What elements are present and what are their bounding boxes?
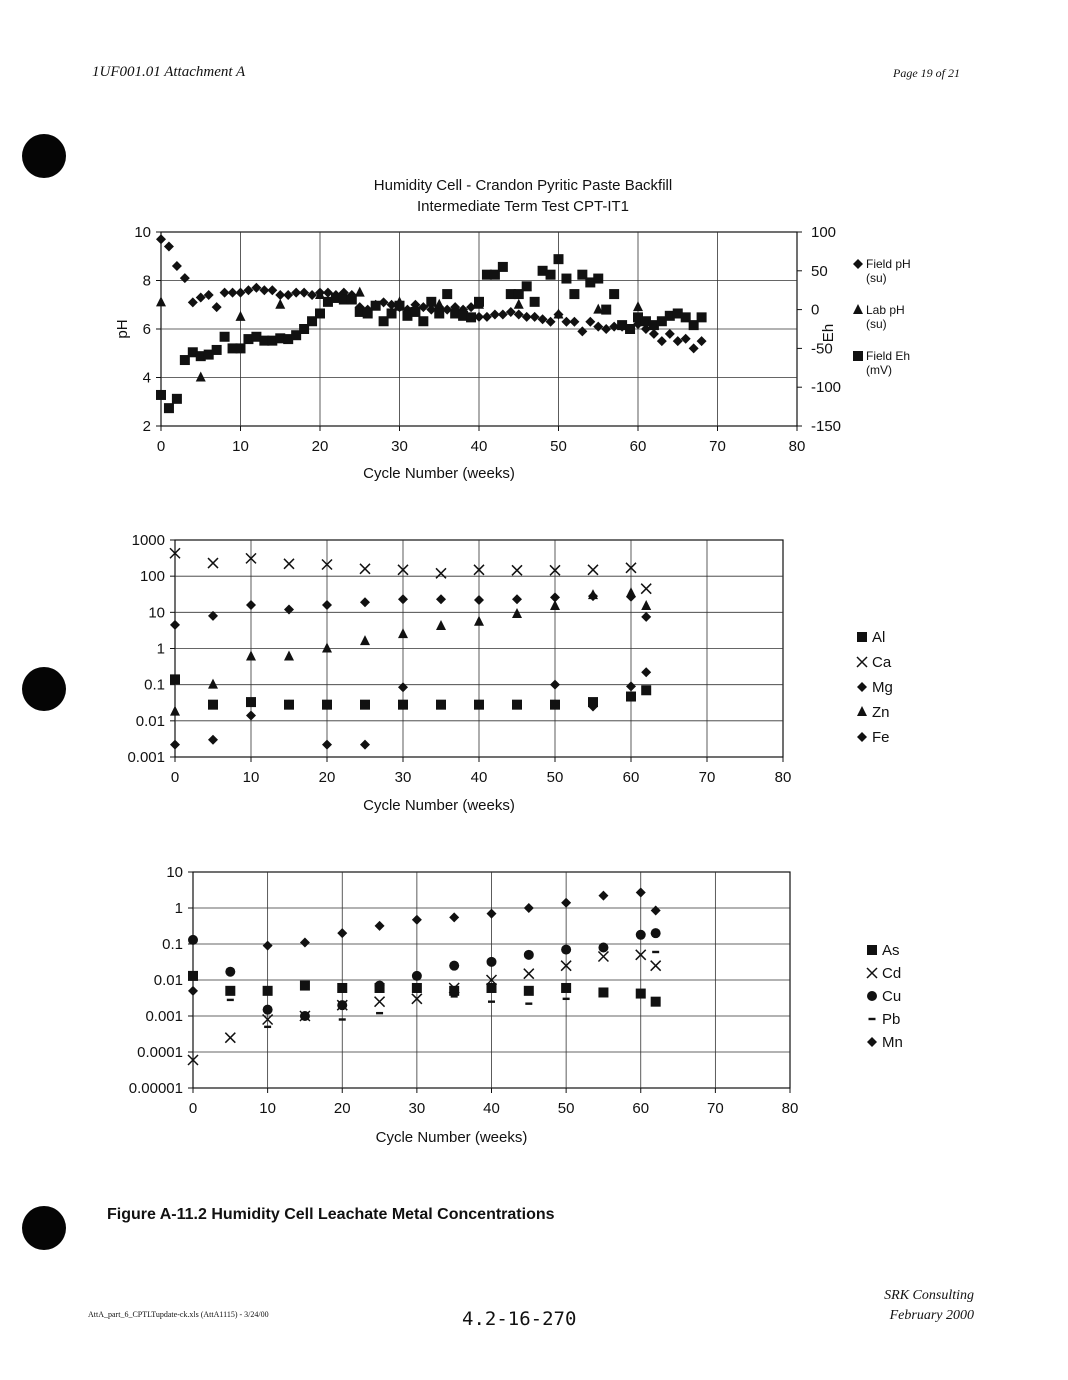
data-point-field-ph-su xyxy=(681,334,691,344)
data-point-field-eh-mv xyxy=(593,274,603,284)
y2-tick-label: -50 xyxy=(811,340,833,358)
data-point-cu xyxy=(598,942,608,952)
data-point-pb xyxy=(488,1000,495,1002)
data-point-field-ph-su xyxy=(673,336,683,346)
x-tick-label: 80 xyxy=(781,1100,799,1117)
legend-marker-field-eh-mv xyxy=(853,351,863,361)
data-point-as xyxy=(561,983,571,993)
y-tick-label: 0.001 xyxy=(127,749,165,766)
data-point-field-eh-mv xyxy=(530,297,540,307)
header-left: 1UF001.01 Attachment A xyxy=(92,64,246,80)
data-point-field-eh-mv xyxy=(474,297,484,307)
data-point-al xyxy=(246,697,256,707)
data-point-mn xyxy=(524,903,534,913)
legend-marker-mn xyxy=(867,1037,877,1047)
data-point-field-ph-su xyxy=(498,309,508,319)
data-point-field-eh-mv xyxy=(561,274,571,284)
data-point-pb xyxy=(227,999,234,1001)
data-point-field-ph-su xyxy=(569,317,579,327)
data-point-mn xyxy=(337,928,347,938)
y-tick-label: 8 xyxy=(142,272,151,290)
data-point-al xyxy=(322,700,332,710)
data-point-mg xyxy=(474,595,484,605)
y-tick-label: 1 xyxy=(156,640,165,658)
data-point-field-ph-su xyxy=(538,314,548,324)
data-point-mn xyxy=(651,906,661,916)
data-point-ca xyxy=(360,564,370,574)
data-point-field-eh-mv xyxy=(522,281,532,291)
data-point-field-eh-mv xyxy=(426,297,436,307)
data-point-mn xyxy=(188,986,198,996)
data-point-al xyxy=(550,700,560,710)
data-point-mg xyxy=(398,594,408,604)
data-point-ca xyxy=(436,568,446,578)
data-point-field-eh-mv xyxy=(418,316,428,326)
y2-tick-label: 100 xyxy=(811,224,837,241)
header-right: Page 19 of 21 xyxy=(893,66,960,80)
data-point-field-eh-mv xyxy=(609,289,619,299)
series-mn xyxy=(188,887,661,995)
data-point-cu xyxy=(188,935,198,945)
y-tick-label: 100 xyxy=(139,568,165,586)
data-point-zn xyxy=(208,679,218,689)
data-point-field-ph-su xyxy=(156,234,166,244)
data-point-field-eh-mv xyxy=(546,270,556,280)
legend-label: As xyxy=(882,942,900,959)
x-axis-label: Cycle Number (weeks) xyxy=(363,797,515,814)
data-point-pb xyxy=(264,1026,271,1028)
data-point-field-ph-su xyxy=(657,336,667,346)
data-point-field-ph-su xyxy=(601,324,611,334)
data-point-as xyxy=(337,983,347,993)
x-tick-label: 60 xyxy=(632,1100,650,1117)
data-point-al xyxy=(641,685,651,695)
data-point-field-eh-mv xyxy=(347,295,357,305)
data-point-field-ph-su xyxy=(212,302,222,312)
y-tick-label: 0.1 xyxy=(144,676,165,694)
data-point-zn xyxy=(398,628,408,638)
data-point-cu xyxy=(300,1011,310,1021)
data-point-lab-ph-su xyxy=(633,301,643,311)
data-point-zn xyxy=(474,616,484,626)
data-point-mn xyxy=(263,941,273,951)
x-tick-label: 50 xyxy=(557,1100,575,1117)
x-tick-label: 0 xyxy=(156,438,166,455)
data-point-field-ph-su xyxy=(585,317,595,327)
series-zn xyxy=(170,587,651,715)
data-point-field-eh-mv xyxy=(315,308,325,318)
data-point-field-ph-su xyxy=(299,288,309,298)
data-point-field-ph-su xyxy=(649,329,659,339)
y-tick-label: 6 xyxy=(142,321,151,338)
x-tick-label: 60 xyxy=(622,769,640,786)
data-point-pb xyxy=(376,1012,383,1014)
data-point-cd xyxy=(651,961,661,971)
data-point-mn xyxy=(487,909,497,919)
data-point-cu xyxy=(651,928,661,938)
data-point-fe xyxy=(641,667,651,677)
legend-label: Cu xyxy=(882,988,902,1005)
data-point-zn xyxy=(588,589,598,599)
legend-marker-cd xyxy=(867,968,877,978)
data-point-field-ph-su xyxy=(665,329,675,339)
major-metals-chart xyxy=(127,532,892,814)
x-tick-label: 80 xyxy=(788,438,806,455)
x-tick-label: 50 xyxy=(546,769,564,786)
data-point-as xyxy=(188,971,198,981)
data-point-field-ph-su xyxy=(196,292,206,302)
legend-label-unit: (mV) xyxy=(866,363,892,377)
data-point-zn xyxy=(512,608,522,618)
legend-label: Field pH xyxy=(866,257,911,271)
data-point-field-ph-su xyxy=(164,242,174,252)
y-axis-label: pH xyxy=(114,319,131,339)
series-field-eh-mv xyxy=(156,254,707,413)
data-point-cu xyxy=(524,950,534,960)
data-point-field-ph-su xyxy=(251,283,261,293)
data-point-field-eh-mv xyxy=(164,403,174,413)
data-point-fe xyxy=(550,680,560,690)
x-tick-label: 20 xyxy=(333,1100,351,1117)
data-point-cu xyxy=(636,930,646,940)
series-al xyxy=(170,674,651,709)
data-point-al xyxy=(436,700,446,710)
data-point-mg xyxy=(322,600,332,610)
data-point-al xyxy=(398,700,408,710)
data-point-zn xyxy=(284,651,294,661)
data-point-field-eh-mv xyxy=(697,312,707,322)
x-axis-label: Cycle Number (weeks) xyxy=(375,1129,528,1146)
data-point-cu xyxy=(412,971,422,981)
data-point-fe xyxy=(322,740,332,750)
x-tick-label: 0 xyxy=(170,769,180,786)
data-point-as xyxy=(524,986,534,996)
y2-tick-label: 0 xyxy=(811,301,820,319)
series-mg xyxy=(170,591,651,630)
y-tick-label: 10 xyxy=(148,604,165,622)
x-tick-label: 40 xyxy=(470,438,488,455)
data-point-field-eh-mv xyxy=(371,301,381,311)
x-tick-label: 30 xyxy=(391,438,408,455)
legend-label: Cd xyxy=(882,965,902,982)
y2-tick-label: -100 xyxy=(811,379,842,397)
legend-label: Lab pH xyxy=(866,303,905,317)
data-point-cd xyxy=(524,969,534,979)
legend-label: Ca xyxy=(872,654,892,671)
y-tick-label: 1 xyxy=(174,900,183,917)
data-point-al xyxy=(208,700,218,710)
data-point-zn xyxy=(436,620,446,630)
data-point-field-eh-mv xyxy=(625,324,635,334)
data-point-lab-ph-su xyxy=(275,299,285,309)
data-point-ca xyxy=(512,565,522,575)
data-point-fe xyxy=(170,740,180,750)
data-point-mn xyxy=(449,912,459,922)
data-point-fe xyxy=(360,740,370,750)
legend-marker-as xyxy=(867,945,877,955)
trace-metals-chart xyxy=(129,864,903,1146)
data-point-zn xyxy=(626,587,636,597)
data-point-field-eh-mv xyxy=(434,308,444,318)
x-tick-label: 20 xyxy=(311,438,329,455)
data-point-fe xyxy=(208,735,218,745)
data-point-field-eh-mv xyxy=(410,307,420,317)
data-point-al xyxy=(360,700,370,710)
data-point-as xyxy=(636,989,646,999)
data-point-field-eh-mv xyxy=(236,343,246,353)
data-point-mg xyxy=(284,604,294,614)
legend-marker-field-ph-su xyxy=(853,259,863,269)
data-point-ca xyxy=(284,559,294,569)
legend-label: Field Eh xyxy=(866,349,911,363)
data-point-field-eh-mv xyxy=(220,332,230,342)
data-point-zn xyxy=(170,706,180,716)
y2-tick-label: -150 xyxy=(811,418,842,435)
data-point-mn xyxy=(300,938,310,948)
data-point-cd xyxy=(225,1033,235,1043)
y-tick-label: 0.0001 xyxy=(137,1044,183,1061)
x-tick-label: 10 xyxy=(259,1100,276,1117)
legend xyxy=(853,257,911,377)
data-point-cu xyxy=(337,1000,347,1010)
series-as xyxy=(188,971,661,1007)
y-tick-label: 1000 xyxy=(131,532,165,549)
data-point-cu xyxy=(561,945,571,955)
legend-label-unit: (su) xyxy=(866,317,887,331)
data-point-field-eh-mv xyxy=(466,312,476,322)
data-point-al xyxy=(474,700,484,710)
y2-axis-label: Eh xyxy=(820,323,837,343)
x-tick-label: 20 xyxy=(318,769,336,786)
data-point-zn xyxy=(360,635,370,645)
x-tick-label: 60 xyxy=(629,438,647,455)
data-point-field-ph-su xyxy=(283,290,293,300)
data-point-zn xyxy=(550,600,560,610)
data-point-field-eh-mv xyxy=(212,345,222,355)
legend-label: Zn xyxy=(872,704,890,721)
data-point-pb xyxy=(339,1018,346,1020)
data-point-lab-ph-su xyxy=(156,296,166,306)
data-point-pb xyxy=(525,1002,532,1004)
data-point-mg xyxy=(170,620,180,630)
x-tick-label: 10 xyxy=(242,769,260,786)
data-point-lab-ph-su xyxy=(236,311,246,321)
data-point-field-ph-su xyxy=(514,309,524,319)
legend-marker-lab-ph-su xyxy=(853,304,863,314)
y-tick-label: 0.001 xyxy=(145,1008,183,1025)
data-point-pb xyxy=(451,995,458,997)
series-fe xyxy=(170,667,651,749)
chart-subtitle: Intermediate Term Test CPT-IT1 xyxy=(416,198,630,215)
data-point-as xyxy=(263,986,273,996)
data-point-mn xyxy=(375,921,385,931)
data-point-mg xyxy=(436,594,446,604)
data-point-mn xyxy=(598,891,608,901)
legend xyxy=(857,629,893,746)
ph-eh-chart xyxy=(114,177,911,482)
data-point-field-eh-mv xyxy=(601,305,611,315)
x-tick-label: 70 xyxy=(707,1100,724,1117)
data-point-field-eh-mv xyxy=(172,394,182,404)
legend-marker-ca xyxy=(857,657,867,667)
data-point-mn xyxy=(636,887,646,897)
data-point-mn xyxy=(561,898,571,908)
legend-label: Mg xyxy=(872,679,893,696)
data-point-mg xyxy=(512,594,522,604)
x-axis-label: Cycle Number (weeks) xyxy=(363,465,515,482)
data-point-as xyxy=(300,981,310,991)
legend-label: Fe xyxy=(872,729,890,746)
data-point-cu xyxy=(375,981,385,991)
data-point-al xyxy=(170,674,180,684)
data-point-field-ph-su xyxy=(530,312,540,322)
data-point-mg xyxy=(246,600,256,610)
data-point-as xyxy=(412,983,422,993)
data-point-fe xyxy=(398,682,408,692)
data-point-zn xyxy=(246,651,256,661)
data-point-mg xyxy=(360,597,370,607)
figure-caption: Figure A-11.2 Humidity Cell Leachate Metal Concentrations xyxy=(107,1206,555,1223)
data-point-fe xyxy=(246,711,256,721)
data-point-field-ph-su xyxy=(172,261,182,271)
y-tick-label: 10 xyxy=(166,864,183,881)
data-point-as xyxy=(225,986,235,996)
data-point-cu xyxy=(225,967,235,977)
footer-company-name: SRK Consulting xyxy=(884,1288,974,1303)
data-point-cu xyxy=(263,1005,273,1015)
x-tick-label: 0 xyxy=(188,1100,198,1117)
series-cu xyxy=(188,928,661,1021)
data-point-cd xyxy=(598,951,608,961)
y-tick-label: 2 xyxy=(142,418,151,435)
legend-label: Al xyxy=(872,629,886,646)
legend-marker-al xyxy=(857,632,867,642)
data-point-al xyxy=(512,700,522,710)
footer-company xyxy=(884,1286,974,1326)
x-tick-label: 70 xyxy=(709,438,726,455)
legend-marker-pb xyxy=(869,1018,876,1020)
x-tick-label: 10 xyxy=(232,438,249,455)
x-tick-label: 50 xyxy=(550,438,567,455)
data-point-cu xyxy=(449,961,459,971)
x-tick-label: 70 xyxy=(698,769,716,786)
data-point-field-ph-su xyxy=(236,288,246,298)
y-tick-label: 0.01 xyxy=(135,712,165,730)
series-field-ph-su xyxy=(156,234,707,353)
x-tick-label: 40 xyxy=(483,1100,500,1117)
legend-marker-cu xyxy=(867,991,877,1001)
data-point-field-eh-mv xyxy=(442,289,452,299)
series-cd xyxy=(188,950,661,1065)
legend-label-unit: (su) xyxy=(866,271,887,285)
data-point-field-ph-su xyxy=(204,290,214,300)
series-ca xyxy=(170,548,651,593)
legend-label: Pb xyxy=(882,1011,901,1028)
x-tick-label: 80 xyxy=(774,769,792,786)
data-point-field-ph-su xyxy=(577,326,587,336)
data-point-zn xyxy=(641,600,651,610)
legend xyxy=(867,942,903,1051)
data-point-pb xyxy=(563,998,570,1000)
data-point-field-eh-mv xyxy=(498,262,508,272)
data-point-field-ph-su xyxy=(267,285,277,295)
y2-tick-label: 50 xyxy=(811,262,828,280)
data-point-mg xyxy=(641,612,651,622)
footer-date: February 2000 xyxy=(889,1308,974,1323)
data-point-field-ph-su xyxy=(482,312,492,322)
y-tick-label: 0.01 xyxy=(153,972,183,989)
data-point-field-ph-su xyxy=(180,273,190,283)
data-point-field-ph-su xyxy=(689,343,699,353)
y-tick-label: 10 xyxy=(134,224,151,241)
y-tick-label: 0.1 xyxy=(162,936,183,953)
y-tick-label: 0.00001 xyxy=(128,1080,183,1097)
data-point-pb xyxy=(652,951,659,953)
data-point-lab-ph-su xyxy=(514,299,524,309)
data-point-field-eh-mv xyxy=(395,301,405,311)
data-point-lab-ph-su xyxy=(196,372,206,382)
legend-label: Mn xyxy=(882,1034,903,1051)
data-point-zn xyxy=(322,643,332,653)
legend-marker-mg xyxy=(857,682,867,692)
data-point-field-ph-su xyxy=(593,322,603,332)
y-tick-label: 4 xyxy=(142,369,151,387)
data-point-as xyxy=(598,987,608,997)
data-point-field-ph-su xyxy=(697,336,707,346)
data-point-al xyxy=(626,692,636,702)
footer-document-number: 4.2-16-270 xyxy=(462,1308,577,1330)
data-point-ca xyxy=(588,565,598,575)
data-point-cd xyxy=(375,997,385,1007)
data-point-field-eh-mv xyxy=(569,289,579,299)
data-point-fe xyxy=(626,681,636,691)
data-point-mn xyxy=(412,915,422,925)
data-point-field-ph-su xyxy=(243,285,253,295)
x-tick-label: 30 xyxy=(408,1100,426,1117)
data-point-field-eh-mv xyxy=(156,390,166,400)
series-pb xyxy=(227,951,659,1028)
x-tick-label: 30 xyxy=(394,769,412,786)
data-point-field-ph-su xyxy=(188,297,198,307)
data-point-ca xyxy=(641,584,651,594)
data-point-cu xyxy=(487,957,497,967)
legend-marker-zn xyxy=(857,706,867,716)
x-tick-label: 40 xyxy=(470,769,488,786)
data-point-ca xyxy=(208,558,218,568)
data-point-as xyxy=(651,997,661,1007)
chart-title: Humidity Cell - Crandon Pyritic Paste Backfill xyxy=(373,177,673,194)
legend-marker-fe xyxy=(857,732,867,742)
footer-file-reference: AttA_part_6_CPTLTupdate-ck.xls (AttA1115) - 3/24/00 xyxy=(88,1310,269,1319)
data-point-field-eh-mv xyxy=(554,254,564,264)
